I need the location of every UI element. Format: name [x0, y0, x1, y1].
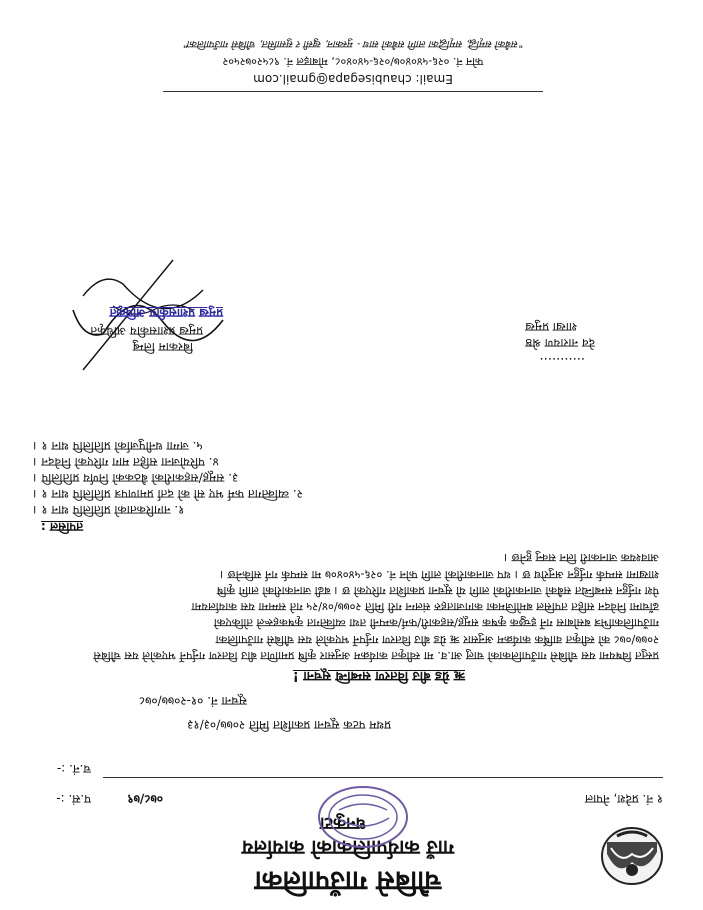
office-location: धनकुटा [320, 813, 366, 833]
email-line: Email: chaubisegapa@gmail.com [253, 72, 453, 86]
signature-stamp: प्रमुख प्रशासकीय अधिकृत [109, 306, 223, 320]
footer-divider [163, 91, 543, 92]
tapasil-item: २. व्यक्तिगत फर्म भए सो को दर्ता प्रमाणपत्र प्रतिलिपि थान १ । [33, 487, 303, 501]
notice-title: ऋ ग्रेड बीउ वितरण सम्बन्धि सूचना ! [292, 668, 465, 683]
header-divider [103, 777, 663, 778]
office-title: चौबिसे गाउँपालिका [254, 865, 442, 896]
notice-body-line: पेश गर्नुहुन सम्बन्धित सबैको जानकारीको लागि यो सूचना प्रकाशित गरिएको छ । बढी जानकारीको लागि कृषि [216, 583, 659, 598]
notice-body-line: शाखामा सम्पर्क गर्नुहुन अनुरोध छ । थप जानकारीको लागि फोन नं. ०२६-५४०४०७ मा सम्पर्क गर्न सकिनेछ । [219, 567, 659, 582]
nepal-emblem-icon [597, 822, 667, 892]
province-label: १ नं. प्रदेश, नेपाल [584, 792, 663, 806]
left-signatory-name: देव नारायण श्रेष्ठ [525, 336, 595, 350]
letter-number-label: प.सं. :- [56, 792, 91, 806]
slogan-line: "सबैको समृद्धि, समृद्धिका लागि सबैको साथ - मुस्कान, खुसी र सुसासित, चौबिसे गाउँपालिका" [182, 38, 524, 49]
tapasil-list [33, 438, 453, 518]
notice-body-line: गाउँपालिकाभित्र बसोबास गर्ने इच्छुक कृषक समूह/सहकारी/फर्म/कम्पनी तथा व्यक्तिगत कृषकहरूले तोकिएको [213, 616, 659, 631]
tapasil-label: तपसिल : [41, 520, 83, 534]
notice-body-line: ढाँचामा निवेदन सहित तपसिल बमोजिमका कागजातहरु संलग्न गरी मिति २०७७/०४/२५ गते सम्ममा यस कार्यालयमा [191, 600, 659, 615]
notice-body-line: आवश्यक जानकारी लिन सक्नु हुनेछ । [503, 551, 659, 566]
tapasil-item: १. नागरिकताको प्रतिलिपि थान १ । [33, 503, 185, 517]
signature-date: ........... [539, 354, 585, 369]
phone-line: फोन नं. ०२६-५४०४०७/०२६-५४०४०८, मोबाइल नं. ९८५२०७२५०२ [222, 55, 484, 68]
notice-number: सूचना नं. ०१-२०७७/०७८ [138, 694, 247, 708]
tapasil-item: ४. परियोजना सहित माग गरिएको निवेदन । [33, 455, 219, 469]
dispatch-number-label: च.नं. :- [56, 762, 91, 776]
notice-body-line: प्रस्तुत विषयमा यस चौबिसे गाउँपालिकाको चालु आ.व. मा स्वीकृत कार्यक्रम अनुसार कृषि प्रमाणित बीउ वितरण गर्नुपर्ने भएकोले यस चौबिसे [93, 649, 659, 663]
tapasil-item: ३. समूह/सहकारीको बैठकको निर्णय प्रतिलिपि । [33, 471, 239, 485]
notice-heading: प्रथम पटक सूचना प्रकाशित मिति २०७७/०३/१३ [187, 718, 391, 732]
letter-number-value: ०७८/७९ [127, 792, 163, 806]
right-signatory-name: बिरकाम लिम्बु [132, 340, 193, 354]
round-office-seal-icon [313, 782, 413, 852]
tapasil-item: ५. जग्गा धनीपुर्जाको प्रतिलिपि थान १ । [33, 439, 203, 453]
office-subtitle: गाउँ कार्यपालिकाको कार्यालय [241, 836, 455, 860]
notice-body-line: २०७७/०७८ को स्वीकृत वार्षिक कार्यक्रम अनुसार ऋ ग्रेड बीउ वितरण गर्नुपर्ने भएकोले यस चौबिसे गाउँपालिका [215, 632, 659, 647]
notice-body [47, 550, 659, 664]
left-signatory-title: शाखा प्रमुख [525, 320, 577, 334]
right-signatory-title: प्रमुख प्रशासकीय अधिकृत [90, 324, 203, 338]
